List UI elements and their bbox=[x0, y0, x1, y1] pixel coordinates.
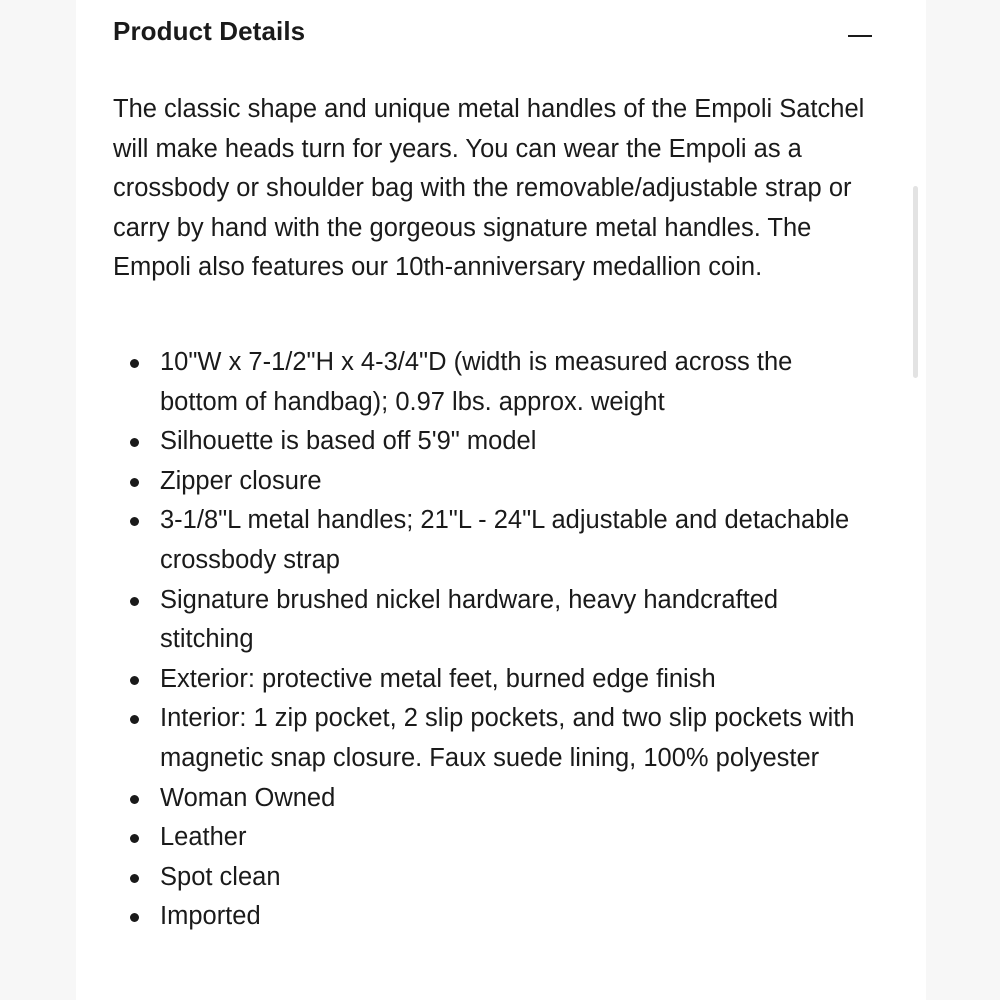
feature-item bbox=[113, 581, 868, 660]
scrollbar-thumb[interactable] bbox=[913, 186, 918, 378]
bullet-icon bbox=[130, 874, 139, 883]
bullet-icon bbox=[130, 478, 139, 487]
feature-text: 10"W x 7-1/2"H x 4-3/4"D (width is measured across the bottom of handbag); 0.97 lbs. approx. weight bbox=[160, 348, 793, 416]
feature-text: 3-1/8"L metal handles; 21"L - 24"L adjustable and detachable crossbody strap bbox=[160, 506, 850, 574]
collapse-minus-icon[interactable] bbox=[845, 18, 875, 48]
bullet-icon bbox=[130, 438, 139, 447]
bullet-icon bbox=[130, 359, 139, 368]
feature-item bbox=[113, 897, 868, 937]
feature-item bbox=[113, 343, 868, 422]
bullet-icon bbox=[130, 517, 139, 526]
feature-item bbox=[113, 779, 868, 819]
feature-text: Woman Owned bbox=[160, 783, 336, 812]
feature-text: Silhouette is based off 5'9" model bbox=[160, 427, 537, 456]
bullet-icon bbox=[130, 913, 139, 922]
feature-item bbox=[113, 699, 868, 778]
feature-text: Imported bbox=[160, 902, 261, 931]
feature-text: Signature brushed nickel hardware, heavy handcrafted stitching bbox=[160, 585, 779, 654]
bullet-icon bbox=[130, 676, 139, 685]
bullet-icon bbox=[130, 715, 139, 724]
feature-list bbox=[113, 343, 868, 937]
product-details-header[interactable] bbox=[113, 14, 875, 54]
bullet-icon bbox=[130, 834, 139, 843]
feature-item bbox=[113, 462, 868, 502]
feature-text: Exterior: protective metal feet, burned edge finish bbox=[160, 664, 716, 693]
bullet-icon bbox=[130, 597, 139, 606]
feature-text: Zipper closure bbox=[160, 466, 322, 495]
product-details-panel bbox=[76, 0, 926, 1000]
feature-text: Spot clean bbox=[160, 862, 281, 891]
section-title: Product Details bbox=[113, 16, 306, 46]
product-description: The classic shape and unique metal handles of the Empoli Satchel will make heads turn for years. You can wear the Empoli as a crossbody or shoulder bag with the removable/adjustable strap or carry by hand with the gorgeous signature metal handles. The Empoli also features our 10th-anniversary medallion coin. bbox=[113, 95, 865, 282]
bullet-icon bbox=[130, 795, 139, 804]
feature-item bbox=[113, 818, 868, 858]
feature-item bbox=[113, 660, 868, 700]
feature-item bbox=[113, 422, 868, 462]
feature-item bbox=[113, 501, 868, 580]
minus-icon bbox=[848, 35, 872, 37]
feature-text: Interior: 1 zip pocket, 2 slip pockets, and two slip pockets with magnetic snap closure. Faux suede lining, 100% polyester bbox=[160, 704, 855, 772]
feature-text: Leather bbox=[160, 823, 247, 852]
feature-item bbox=[113, 858, 868, 898]
